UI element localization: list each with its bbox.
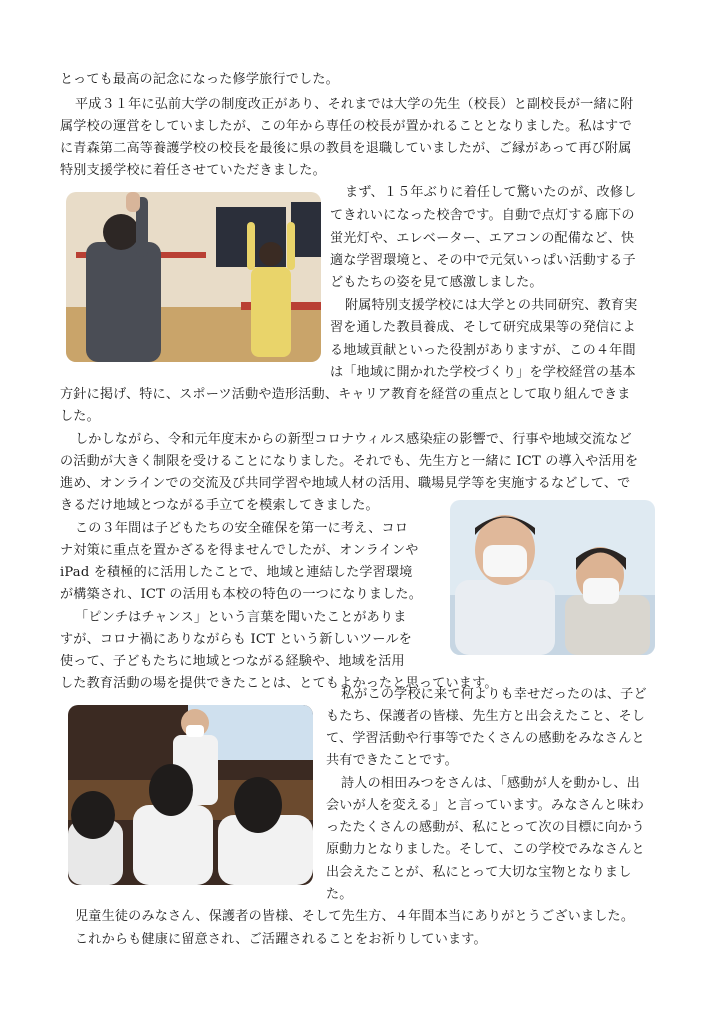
text-line: る地域貢献といった役割がありますが、この４年間 [330, 343, 636, 358]
text-line: 使って、子どもたちに地域とつながる経験や、地域を活用 [60, 654, 405, 669]
text-line: 附属特別支援学校には大学との共同研究、教育実 [345, 298, 638, 313]
text-line: 出会えたことが、私にとって大切な宝物となりまし [326, 865, 632, 880]
text-line: ナ対策に重点を置かざるを得ませんでしたが、オンラインや [60, 543, 419, 558]
text-line: きるだけ地域とつながる手立てを模索してきました。 [60, 498, 379, 513]
text-line: 蛍光灯や、エレベーター、エアコンの配備など、快 [330, 231, 635, 246]
text-line: の活動が大きく制限を受けることになりました。それでも、先生方と一緒に ICT の導入や活用を [60, 454, 639, 469]
text-line: に青森第二高等養護学校の校長を最後に県の教員を退職していましたが、ご縁があって再び附属 [60, 141, 632, 156]
text-line: ったたくさんの感動が、私にとって次の目標に向かう [326, 820, 645, 835]
text-line: 会いが人を変える」と言っています。みなさんと味わ [326, 798, 645, 813]
text-line: て、学習活動や行事等でたくさんの感動をみなさんと [326, 731, 645, 746]
text-line: しかしながら、令和元年度末からの新型コロナウィルス感染症の影響で、行事や地域交流など [75, 432, 632, 447]
text-line: てきれいになった校舎です。自動で点灯する廊下の [330, 208, 635, 223]
text-line: 「ピンチはチャンス」という言葉を聞いたことがありま [75, 610, 407, 625]
assembly-speaker-photo [68, 705, 313, 885]
text-line: 進め、オンラインでの交流及び共同学習や地域人材の活用、職場見学等を実施するなどして、で [60, 476, 631, 491]
text-line: これからも健康に留意され、ご活躍されることをお祈りしています。 [75, 932, 487, 947]
text-line: どもたちの姿を見て感激しました。 [330, 275, 543, 290]
text-line: が構築され、ICT の活用も本校の特色の一つになりました。 [60, 587, 423, 602]
text-line: もたち、保護者の皆様、先生方と出会えたこと、そし [326, 709, 646, 724]
text-line: 詩人の相田みつをさんは、「感動が人を動かし、出 [341, 776, 640, 791]
text-line: まず、１５年ぶりに着任して驚いたのが、改修し [345, 185, 637, 200]
text-line: 属学校の運営をしていましたが、この年から専任の校長が置かれることとなりました。私はすで [60, 119, 633, 134]
text-line: した。 [60, 409, 100, 424]
text-line: は「地域に開かれた学校づくり」を学校経営の基本 [330, 365, 636, 380]
text-line: とっても最高の記念になった修学旅行でした。 [60, 72, 339, 87]
text-line: 私がこの学校に来て何よりも幸せだったのは、子ど [341, 687, 647, 702]
text-line: すが、コロナ禍にありながらも ICT という新しいツールを [60, 632, 413, 647]
two-men-masks-photo [450, 500, 655, 655]
gym-exercise-photo [66, 192, 321, 362]
text-line: 児童生徒のみなさん、保護者の皆様、そして先生方、４年間本当にありがとうございました。 [75, 909, 635, 924]
text-line: 方針に掲げ、特に、スポーツ活動や造形活動、キャリア教育を経営の重点として取り組んできま [60, 387, 631, 402]
text-line: 共有できたことです。 [326, 753, 458, 768]
text-line: 適な学習環境と、その中で元気いっぱい活動する子 [330, 253, 636, 268]
text-line: 平成３１年に弘前大学の制度改正があり、それまでは大学の先生（校長）と副校長が一緒に附 [75, 97, 634, 112]
text-line: 原動力となりました。そして、この学校でみなさんと [326, 842, 645, 857]
text-line: 特別支援学校に着任させていただきました。 [60, 163, 326, 178]
text-line: 習を通した教員養成、そして研究成果等の発信によ [330, 320, 636, 335]
text-line: した教育活動の場を提供できたことは、とてもよかったと思っています。 [60, 676, 498, 691]
text-line: iPad を積極的に活用したことで、地域と連結した学習環境 [60, 565, 413, 580]
text-line: た。 [326, 887, 353, 902]
text-line: この３年間は子どもたちの安全確保を第一に考え、コロ [75, 521, 409, 536]
